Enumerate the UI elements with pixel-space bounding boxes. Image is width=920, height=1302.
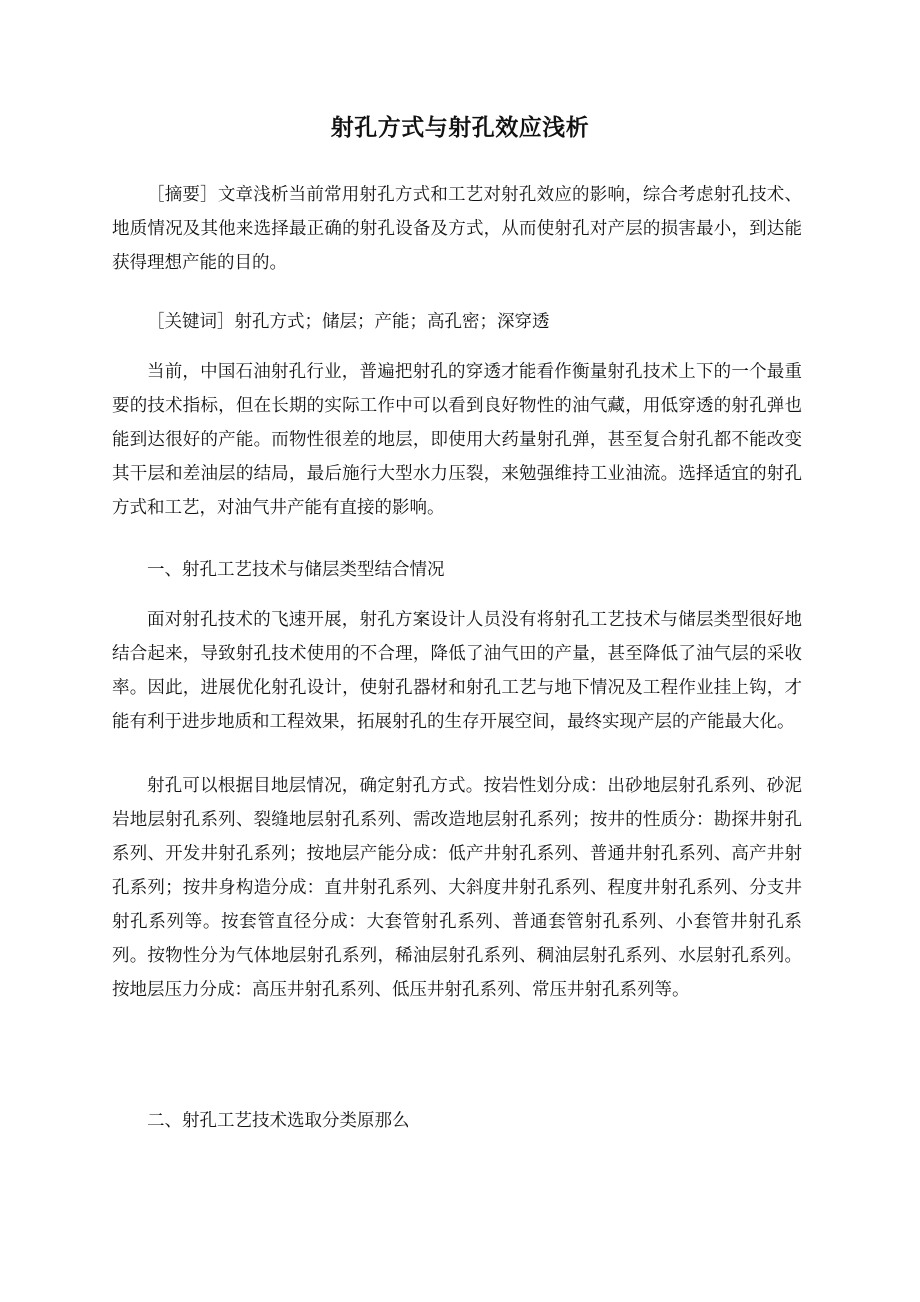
section-heading-2: 二、射孔工艺技术选取分类原那么 — [147, 1111, 410, 1131]
abstract-paragraph: ［摘要］文章浅析当前常用射孔方式和工艺对射孔效应的影响，综合考虑射孔技术、地质情况及其他来选择最正确的射孔设备及方式，从而使射孔对产层的损害最小，到达能获得理想产能的目的。 — [112, 185, 802, 273]
section-1-paragraph-2: 射孔可以根据目地层情况，确定射孔方式。按岩性划分成：出砂地层射孔系列、砂泥岩地层射孔系列、裂缝地层射孔系列、需改造地层射孔系列；按井的性质分：勘探井射孔系列、开发井射孔系列；按地层产能分成：低产井射孔系列、普通井射孔系列、高产井射孔系列；按井身构造分成：直井射孔系列、大斜度井射孔系列、程度井射孔系列、分支井射孔系列等。按套管直径分成：大套管射孔系列、普通套管射孔系列、小套管井射孔系列。按物性分为气体地层射孔系列，稀油层射孔系列、稠油层射孔系列、水层射孔系列。按地层压力分成：高压井射孔系列、低压井射孔系列、常压井射孔系列等。 — [112, 776, 802, 1000]
intro-paragraph: 当前，中国石油射孔行业，普遍把射孔的穿透才能看作衡量射孔技术上下的一个最重要的技术指标，但在长期的实际工作中可以看到良好物性的油气藏，用低穿透的射孔弹也能到达很好的产能。而物性很差的地层，即使用大药量射孔弹，甚至复合射孔都不能改变其干层和差油层的结局，最后施行大型水力压裂，来勉强维持工业油流。选择适宜的射孔方式和工艺，对油气井产能有直接的影响。 — [112, 362, 802, 518]
document-title: 射孔方式与射孔效应浅析 — [330, 114, 590, 141]
section-1-paragraph: 面对射孔技术的飞速开展，射孔方案设计人员没有将射孔工艺技术与储层类型很好地结合起来，导致射孔技术使用的不合理，降低了油气田的产量，甚至降低了油气层的采收率。因此，进展优化射孔设计，使射孔器材和射孔工艺与地下情况及工程作业挂上钩，才能有利于进步地质和工程效果，拓展射孔的生存开展空间，最终实现产层的产能最大化。 — [112, 610, 802, 732]
keywords-paragraph: ［关键词］射孔方式；储层；产能；高孔密；深穿透 — [147, 312, 550, 332]
section-heading-1: 一、射孔工艺技术与储层类型结合情况 — [147, 560, 445, 580]
